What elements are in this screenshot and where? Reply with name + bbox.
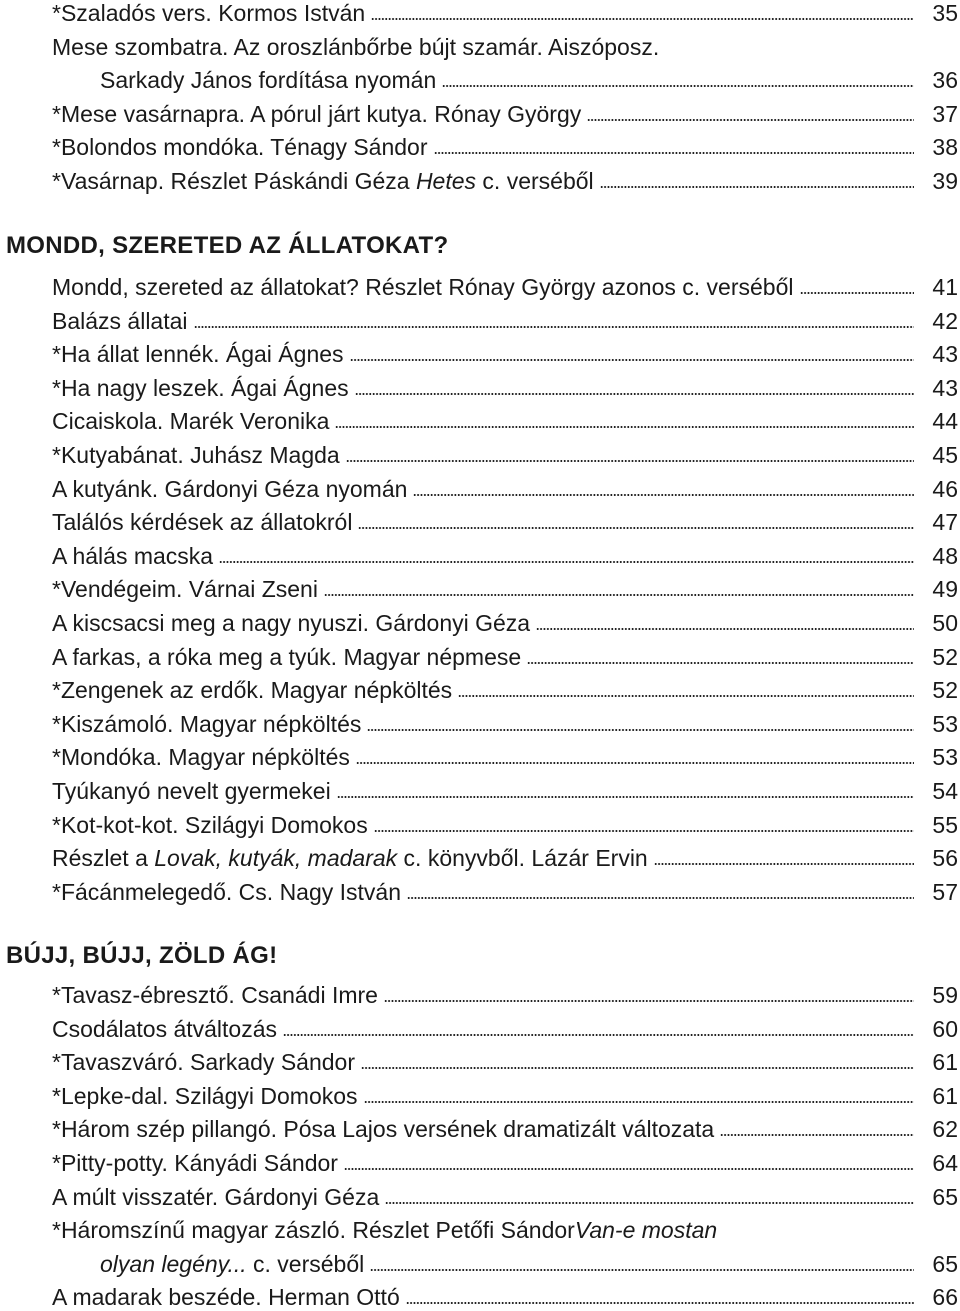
page-number: 61 <box>932 1049 958 1076</box>
entry-title <box>100 1250 370 1278</box>
page-number: 66 <box>932 1284 958 1311</box>
dot-leader <box>324 594 914 596</box>
entry-title <box>52 475 413 503</box>
dot-leader <box>384 1000 914 1002</box>
entry-title-text: *Kiszámoló. Magyar népköltés <box>52 710 362 737</box>
toc-entry-heading-line <box>52 27 960 61</box>
entry-title <box>52 844 654 872</box>
dot-leader <box>587 119 914 121</box>
toc-entry <box>52 1109 960 1143</box>
entry-title-text: A hálás macska <box>52 542 214 569</box>
dot-leader <box>337 796 914 798</box>
page-number: 55 <box>932 811 958 838</box>
entry-title-text: *Három szép pillangó. Pósa Lajos versének dramatizált változata <box>52 1116 715 1143</box>
toc-entry <box>52 872 960 906</box>
page-number: 36 <box>932 67 958 94</box>
toc-entry <box>52 1143 960 1177</box>
dot-leader <box>413 494 914 496</box>
page-number: 53 <box>932 710 958 737</box>
entry-title-italic: Hetes <box>415 168 477 194</box>
toc-entry <box>52 94 960 128</box>
toc-entry <box>52 838 960 872</box>
toc-entry <box>52 161 960 195</box>
entry-title <box>52 1183 385 1211</box>
entry-title-text: Csodálatos átváltozás <box>52 1015 278 1042</box>
page-number: 60 <box>932 1015 958 1042</box>
entry-title <box>52 777 337 805</box>
toc-entry <box>100 1244 960 1278</box>
entry-title-text: Találós kérdések az állatokról <box>52 509 353 536</box>
entry-title-text: A kiscsacsi meg a nagy nyuszi. Gárdonyi Géza <box>52 610 531 636</box>
page-number: 49 <box>932 576 958 603</box>
dot-leader <box>458 695 914 697</box>
entry-title-text: *Tavasz-ébresztő. Csanádi Imre <box>52 982 378 1008</box>
dot-leader <box>434 152 914 154</box>
dot-leader <box>355 393 914 395</box>
dot-leader <box>367 729 914 731</box>
page-number: 53 <box>932 744 958 771</box>
toc-entry <box>52 469 960 503</box>
dot-leader <box>406 1302 914 1304</box>
entry-title <box>52 273 800 301</box>
toc-entry <box>100 60 960 94</box>
page-number: 41 <box>932 274 958 300</box>
entry-title <box>52 441 346 469</box>
entry-title <box>52 643 527 671</box>
entry-title-text: *Ha állat lennék. Ágai Ágnes <box>52 341 344 368</box>
page-number: 45 <box>932 442 958 468</box>
entry-title <box>52 1015 283 1043</box>
page-number: 52 <box>932 677 958 704</box>
entry-title-text: *Tavaszváró. Sarkady Sándor <box>52 1049 355 1076</box>
dot-leader <box>442 85 914 87</box>
entry-title-text: *Vasárnap. Részlet Páskándi Géza <box>52 168 416 194</box>
page-number: 42 <box>932 307 958 334</box>
entry-title-text: A farkas, a róka meg a tyúk. Magyar népmese <box>52 643 522 670</box>
entry-title <box>52 0 371 27</box>
entry-title-text: *Kot-kot-kot. Szilágyi Domokos <box>52 811 368 838</box>
page-number: 62 <box>932 1116 958 1143</box>
page-number: 37 <box>932 100 958 127</box>
entry-title-text: *Szaladós vers. Kormos István <box>52 0 366 26</box>
entry-title-text: *Zengenek az erdők. Magyar népköltés <box>52 677 453 704</box>
toc-entry <box>52 368 960 402</box>
entry-title-text: Tyúkanyó nevelt gyermekei <box>52 778 331 804</box>
entry-title <box>52 1082 364 1110</box>
toc-entry <box>52 536 960 570</box>
entry-title <box>52 1115 720 1143</box>
entry-title <box>52 609 536 637</box>
toc-entry <box>52 569 960 603</box>
toc-entry <box>52 301 960 335</box>
page-number: 44 <box>932 408 958 435</box>
entry-title <box>52 1149 344 1177</box>
entry-title-text: c. verséből <box>246 1250 365 1277</box>
dot-leader <box>800 292 915 294</box>
entry-title-text: *Kutyabánat. Juhász Magda <box>52 442 340 468</box>
toc-entry <box>52 1076 960 1110</box>
entry-title-text: *Fácánmelegedő. Cs. Nagy István <box>52 878 402 905</box>
toc-entry <box>52 670 960 704</box>
page-number: 43 <box>932 374 958 401</box>
toc-entry <box>52 603 960 637</box>
page-number: 52 <box>932 643 958 670</box>
toc-entry <box>52 704 960 738</box>
dot-leader <box>350 359 914 361</box>
entry-title-text: A kutyánk. Gárdonyi Géza nyomán <box>52 475 408 502</box>
entry-title-text: *Pitty-potty. Kányádi Sándor <box>52 1150 338 1176</box>
entry-title <box>52 1048 361 1076</box>
page-number: 57 <box>932 878 958 905</box>
entry-title <box>52 878 407 906</box>
toc-entry <box>52 975 960 1009</box>
entry-title-text: *Ha nagy leszek. Ágai Ágnes <box>52 374 349 401</box>
page-number: 61 <box>932 1082 958 1109</box>
entry-title-text: *Bolondos mondóka. Ténagy Sándor <box>52 134 428 161</box>
dot-leader <box>356 762 914 764</box>
dot-leader <box>283 1034 914 1036</box>
toc-entry-heading-line <box>52 1210 960 1244</box>
dot-leader <box>385 1202 914 1204</box>
entry-title <box>52 100 587 128</box>
dot-leader <box>219 561 914 563</box>
entry-title-text: A múlt visszatér. Gárdonyi Géza <box>52 1183 380 1210</box>
entry-title <box>52 811 374 839</box>
dot-leader <box>364 1101 914 1103</box>
entry-title-italic: Van-e mostan <box>574 1217 718 1244</box>
page-number: 50 <box>932 610 958 636</box>
toc-entry <box>52 502 960 536</box>
entry-title <box>100 66 442 94</box>
page-number: 35 <box>932 0 958 26</box>
page-number: 64 <box>932 1150 958 1176</box>
toc-entry <box>52 127 960 161</box>
page-number: 65 <box>932 1250 958 1277</box>
entry-title-text: c. könyvből. Lázár Ervin <box>397 845 648 872</box>
entry-title-italic: olyan legény... <box>100 1250 247 1277</box>
dot-leader <box>344 1168 914 1170</box>
entry-title-text: Mondd, szereted az állatokat? Részlet Rónay György azonos c. verséből <box>52 274 794 300</box>
dot-leader <box>374 830 914 832</box>
entry-title <box>52 710 367 738</box>
entry-title-text: c. verséből <box>476 168 594 194</box>
entry-title-text: Részlet a <box>52 845 155 872</box>
entry-title <box>52 133 434 161</box>
entry-title-text: Cicaiskola. Marék Veronika <box>52 408 330 435</box>
entry-title-text: *Lepke-dal. Szilágyi Domokos <box>52 1082 358 1109</box>
toc-entry <box>52 637 960 671</box>
toc-entry <box>52 805 960 839</box>
dot-leader <box>358 527 914 529</box>
page-number: 43 <box>932 341 958 368</box>
entry-title-text: A madarak beszéde. Herman Ottó <box>52 1284 400 1311</box>
page-number: 39 <box>932 168 958 194</box>
dot-leader <box>371 18 914 20</box>
entry-title <box>52 542 219 570</box>
entry-title <box>52 167 600 195</box>
dot-leader <box>536 628 914 630</box>
entry-title-text: *Mese vasárnapra. A pórul járt kutya. Rónay György <box>52 100 582 127</box>
toc-entry <box>52 771 960 805</box>
entry-title <box>52 374 355 402</box>
section-heading-animals: MONDD, SZERETED AZ ÁLLATOKAT? <box>6 232 449 259</box>
entry-title: Mese szombatra. Az oroszlánbőrbe bújt szamár. Aiszóposz. <box>52 33 660 60</box>
toc-entry <box>52 737 960 771</box>
entry-title <box>52 676 458 704</box>
entry-title <box>52 1283 406 1311</box>
toc-entry <box>52 267 960 301</box>
page-number: 65 <box>932 1183 958 1210</box>
page-number: 47 <box>932 509 958 536</box>
entry-title-text: Balázs állatai <box>52 307 188 334</box>
toc-entry <box>52 1277 960 1311</box>
toc-entry <box>52 435 960 469</box>
dot-leader <box>361 1067 914 1069</box>
toc-entry <box>52 0 960 27</box>
toc-entry <box>52 1009 960 1043</box>
page-number: 38 <box>932 134 958 161</box>
page-number: 46 <box>932 475 958 502</box>
dot-leader <box>370 1269 914 1271</box>
toc-entry <box>52 334 960 368</box>
entry-title <box>52 307 194 335</box>
entry-title: *Háromszínű magyar zászló. Részlet Petőfi Sándor <box>52 1217 575 1244</box>
toc-entry <box>52 1177 960 1211</box>
entry-title-text: *Vendégeim. Várnai Zseni <box>52 576 318 603</box>
entry-title <box>52 575 324 603</box>
entry-title <box>52 340 350 368</box>
page-number: 59 <box>932 982 958 1008</box>
page-number: 56 <box>932 845 958 872</box>
entry-title <box>52 743 356 771</box>
entry-title-italic: Lovak, kutyák, madarak <box>154 845 398 872</box>
dot-leader <box>346 460 914 462</box>
dot-leader <box>194 326 914 328</box>
dot-leader <box>407 897 914 899</box>
page-number: 48 <box>932 542 958 569</box>
entry-title <box>52 508 358 536</box>
entry-title-text: Sarkady János fordítása nyomán <box>100 67 437 94</box>
entry-title <box>52 981 384 1009</box>
dot-leader <box>527 662 914 664</box>
toc-entry <box>52 1042 960 1076</box>
section-heading-spring: BÚJJ, BÚJJ, ZÖLD ÁG! <box>6 942 278 969</box>
toc-entry <box>52 401 960 435</box>
entry-title <box>52 407 335 435</box>
page-number: 54 <box>932 778 958 804</box>
dot-leader <box>720 1134 914 1136</box>
dot-leader <box>335 426 914 428</box>
dot-leader <box>600 186 914 188</box>
entry-title-text: *Mondóka. Magyar népköltés <box>52 744 350 771</box>
dot-leader <box>654 863 914 865</box>
